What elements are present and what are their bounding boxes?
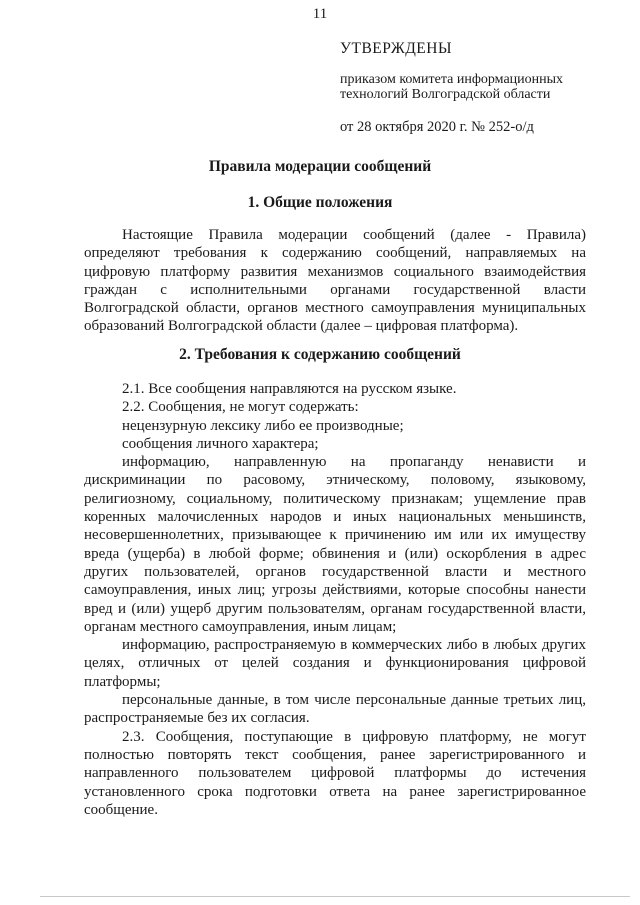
list-item: сообщения личного характера;: [122, 435, 319, 452]
section-2-heading: 2. Требования к содержанию сообщений: [179, 346, 461, 363]
section-1-heading: 1. Общие положения: [247, 194, 393, 211]
approval-line-1: приказом комитета информационных: [340, 72, 564, 87]
approval-title: УТВЕРЖДЕНЫ: [340, 40, 452, 57]
list-item: 2.2. Сообщения, не могут содержать:: [122, 399, 359, 416]
document-title: Правила модерации сообщений: [208, 158, 432, 175]
section-1-paragraph: Настоящие Правила модерации сообщений (далее - Правила) определяют требования к содержанию сообщений, направляемых на цифровую платформу развития механизмов социального взаимодействия граждан с исполнительными органами государственной власти Волгоградской области, органов местного самоуправления муниципальных образований Волгоградской области (далее – цифровая платформа).: [84, 227, 586, 335]
approval-date: от 28 октября 2020 г. № 252-о/д: [340, 119, 534, 135]
list-item: нецензурную лексику либо ее производные;: [122, 417, 404, 434]
approval-line-2: технологий Волгоградской области: [340, 87, 551, 102]
section-1-body: [84, 226, 586, 336]
page-bottom-rule: [40, 896, 630, 897]
list-item: 2.3. Сообщения, поступающие в цифровую платформу, не могут полностью повторять текст сообщения, ранее зарегистрированного и направленного пользователем цифровой платформы до истечения установленного срока подготовки ответа на ранее зарегистрированное сообщение.: [84, 728, 586, 818]
list-item: информацию, распространяемую в коммерческих либо в любых других целях, отличных от целей создания и функционирования цифровой платформы;: [84, 637, 586, 690]
page-number: 11: [312, 6, 328, 22]
section-2-body: [84, 380, 586, 819]
approval-block: [340, 40, 630, 135]
list-item: 2.1. Все сообщения направляются на русском языке.: [122, 381, 457, 397]
list-item: персональные данные, в том числе персональные данные третьих лиц, распространяемые без их согласия.: [84, 692, 586, 727]
list-item: информацию, направленную на пропаганду ненависти и дискриминации по расовому, этническому, половому, языковому, религиозному, социальному, политическому признакам; ущемление прав коренных малочисленных народов и иных национальных меньшинств, несовершеннолетних, призывающее к причинению им или их имуществу вреда (ущерба) в любой форме; обвинения и (или) оскорбления в адрес других пользователей, органов государственной власти и местного самоуправления, иных лиц; угрозы действиями, которые способны нанести вред и (или) ущерб другим пользователям, органам государственной власти, органам местного самоуправления, иным лицам;: [84, 454, 586, 635]
